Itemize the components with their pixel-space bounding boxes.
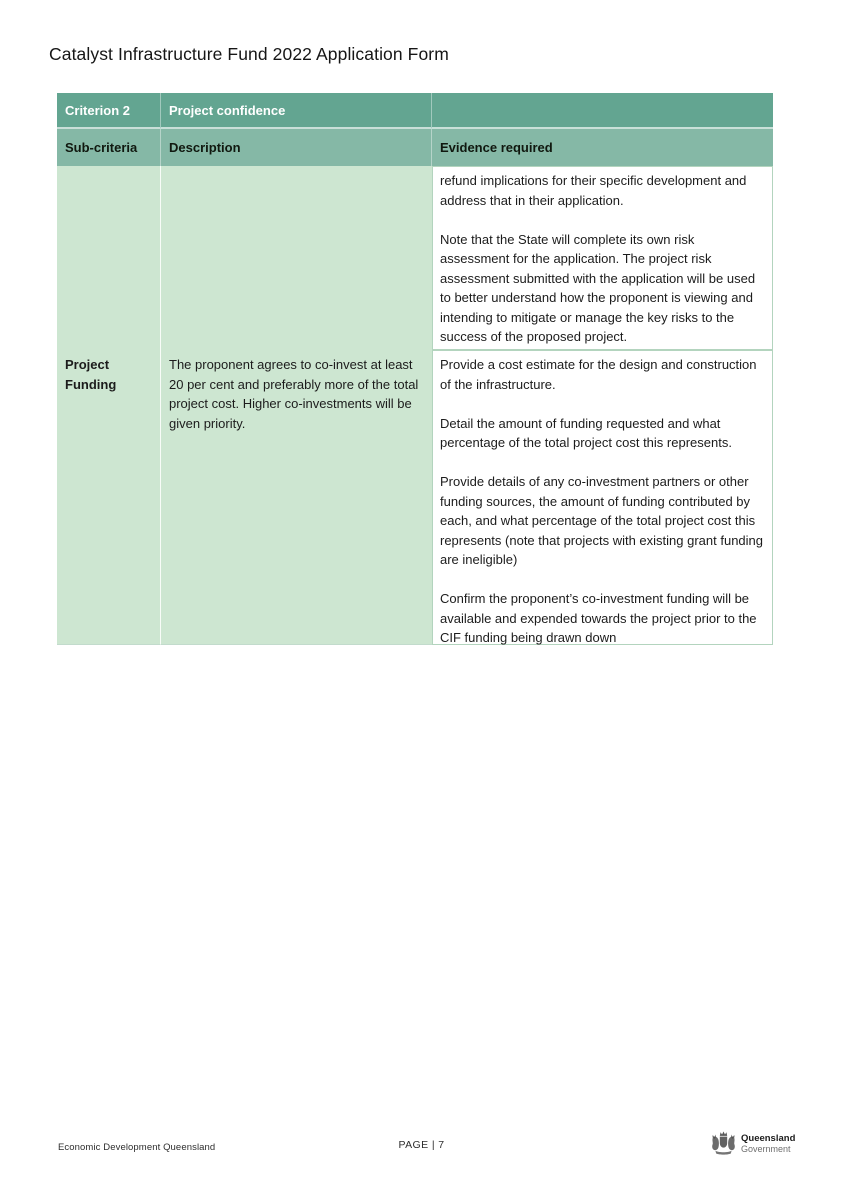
footer-organisation-text: Economic Development Queensland (58, 1142, 216, 1153)
logo-text-queensland: Queensland (741, 1132, 796, 1144)
evidence-paragraph: Provide details of any co-investment partners or other funding sources, the amount of funding contributed by each, and what percentage of the total project cost this represents (note that projects with existing grant funding are ineligible) (440, 474, 764, 567)
logo-text (741, 1134, 795, 1155)
sub-criteria-label: Project Funding (65, 357, 117, 392)
evidence-paragraph: Provide a cost estimate for the design and construction of the infrastructure. (440, 357, 757, 392)
criteria-table (57, 93, 773, 645)
column-header-description: Description (161, 129, 432, 166)
column-header-sub-criteria: Sub-criteria (57, 129, 161, 166)
evidence-paragraph: Note that the State will complete its own risk assessment for the application. The project risk assessment submitted with the application will be used to better understand how the proponent is viewing and intending to mitigate or manage the key risks to the success of the proposed project. (440, 231, 756, 344)
description-paragraph: The proponent agrees to co-invest at least 20 per cent and preferably more of the total project cost. Higher co-investments will be given priority. (169, 357, 419, 431)
row2-sub-criteria-cell (57, 350, 161, 645)
coat-of-arms-icon (711, 1130, 736, 1158)
logo-text-government: Government (741, 1144, 791, 1155)
row1-sub-criteria-cell (57, 166, 161, 350)
evidence-paragraph: refund implications for their specific development and address that in their application. (440, 173, 747, 208)
criterion-title-header: Project confidence (161, 93, 432, 129)
row2-evidence-cell (432, 350, 773, 645)
row2-description-cell (161, 350, 432, 645)
evidence-paragraph: Confirm the proponent’s co-investment funding will be available and expended towards the project prior to the CIF funding being drawn down (440, 591, 757, 645)
column-header-evidence-required: Evidence required (432, 129, 773, 166)
evidence-paragraph: Detail the amount of funding requested and what percentage of the total project cost this represents. (440, 415, 732, 450)
row1-description-cell (161, 166, 432, 350)
page-title: Catalyst Infrastructure Fund 2022 Application Form (49, 44, 449, 64)
criterion-number-header: Criterion 2 (57, 93, 161, 129)
queensland-government-logo (711, 1130, 795, 1158)
row1-evidence-cell (432, 166, 773, 350)
page-number: PAGE | 7 (398, 1139, 445, 1151)
criterion-header-spacer (432, 93, 773, 129)
